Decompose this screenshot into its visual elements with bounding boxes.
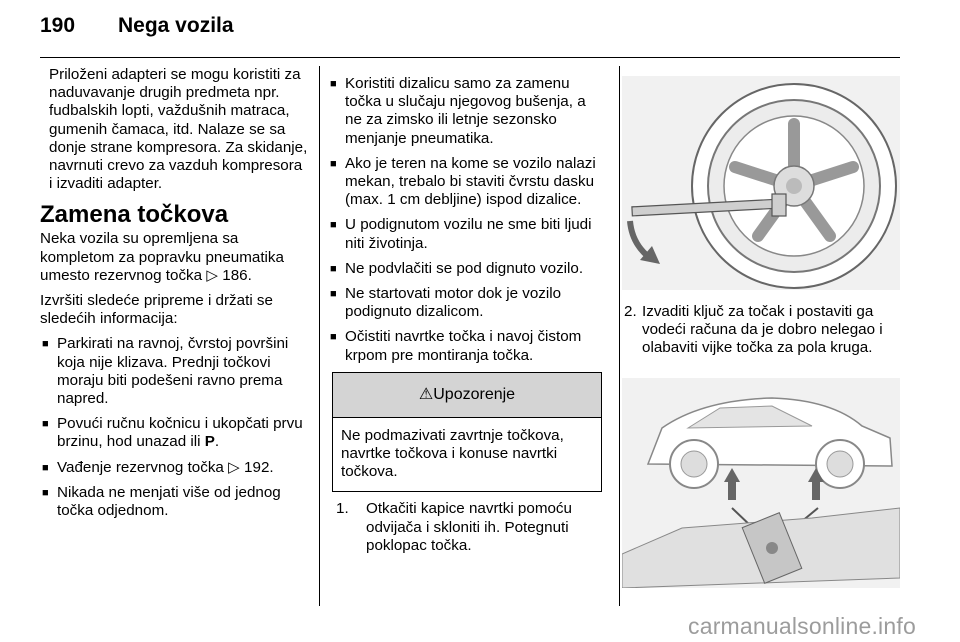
section-heading: Zamena točkova (40, 201, 229, 229)
jack-position-illustration (622, 378, 900, 588)
list-item: ■ Ne podvlačiti se pod dignuto vozilo. (328, 260, 606, 278)
jack-position-drawing (622, 378, 900, 588)
preparation-list (40, 335, 308, 520)
paragraph-kit: Neka vozila su opremljena sa kompletom za popravku pneumatika umesto rezervnog točka ▷ 186. (40, 230, 284, 284)
list-item: ■ Očistiti navrtke točka i navoj čistom krpom pre montiranja točka. (328, 328, 606, 364)
page-ref-186[interactable]: 186. (222, 266, 252, 284)
list-item: ■ Nikada ne menjati više od jednog točka odjednom. (40, 484, 308, 520)
wheel-wrench-drawing (622, 76, 900, 290)
ref-arrow-icon: ▷ (228, 458, 240, 476)
page-title: Nega vozila (118, 14, 234, 37)
header-rule (40, 57, 900, 58)
list-item: ■ U podignutom vozilu ne sme biti ljudi niti životinja. (328, 216, 606, 252)
page-number: 190 (40, 14, 76, 37)
list-item: ■ Ne startovati motor dok je vozilo podignuto dizalicom. (328, 285, 606, 321)
warning-title-bar: ⚠Upozorenje (333, 373, 601, 418)
warning-box (332, 372, 602, 493)
page-header (40, 14, 234, 38)
warning-icon: ⚠ (418, 385, 434, 403)
warning-text: Ne podmazivati zavrtnje točkova, navrtke točkova i konuse navrtki točkova. (341, 426, 564, 481)
page-ref-192[interactable]: 192. (244, 458, 274, 476)
safety-list (328, 75, 606, 365)
column-2 (328, 75, 606, 562)
column-divider (319, 66, 320, 606)
ref-arrow-icon: ▷ (206, 266, 219, 284)
step-1: 1. Otkačiti kapice navrtki pomoću odvijača i skloniti ih. Potegnuti poklopac točka. (336, 500, 572, 554)
step-2: 2. Izvaditi ključ za točak i postaviti ga vodeći računa da je dobro nelegao i olabaviti vijke točka za pola kruga. (624, 303, 883, 357)
column-3-text (624, 303, 904, 365)
list-item: ■ Vađenje rezervnog točka ▷ 192. (40, 459, 308, 477)
list-item: ■ Koristiti dizalicu samo za zamenu točka u slučaju njegovog bušenja, a ne za zimsko ili letnje sezonsko menjanje pneumatika. (328, 75, 606, 148)
column-1 (40, 66, 308, 527)
list-item: ■ Povući ručnu kočnicu i ukopčati prvu brzinu, hod unazad ili P. (40, 415, 308, 451)
column-divider (619, 66, 620, 606)
list-item: ■ Ako je teren na kome se vozilo nalazi mekan, trebalo bi staviti čvrstu dasku (max. 1 cm debljine) ispod dizalice. (328, 155, 606, 210)
intro-paragraph: Priloženi adapteri se mogu koristiti za naduvavanje drugih predmeta npr. fudbalskih lopti, važdušnih matraca, gumenih čamaca, itd. Nalaze se sa donje strane kompresora. Za skidanje, navrnuti crevo za vazduh kompresora i izvaditi adapter. (49, 66, 308, 193)
watermark: carmanualsonline.info (688, 613, 916, 639)
paragraph-preparations: Izvršiti sledeće pripreme i držati se sledećih informacija: (40, 292, 273, 328)
list-item: ■ Parkirati na ravnoj, čvrstoj površini koja nije klizava. Prednji točkovi moraju biti podešeni ravno prema napred. (40, 335, 308, 408)
wheel-wrench-illustration (622, 76, 900, 290)
